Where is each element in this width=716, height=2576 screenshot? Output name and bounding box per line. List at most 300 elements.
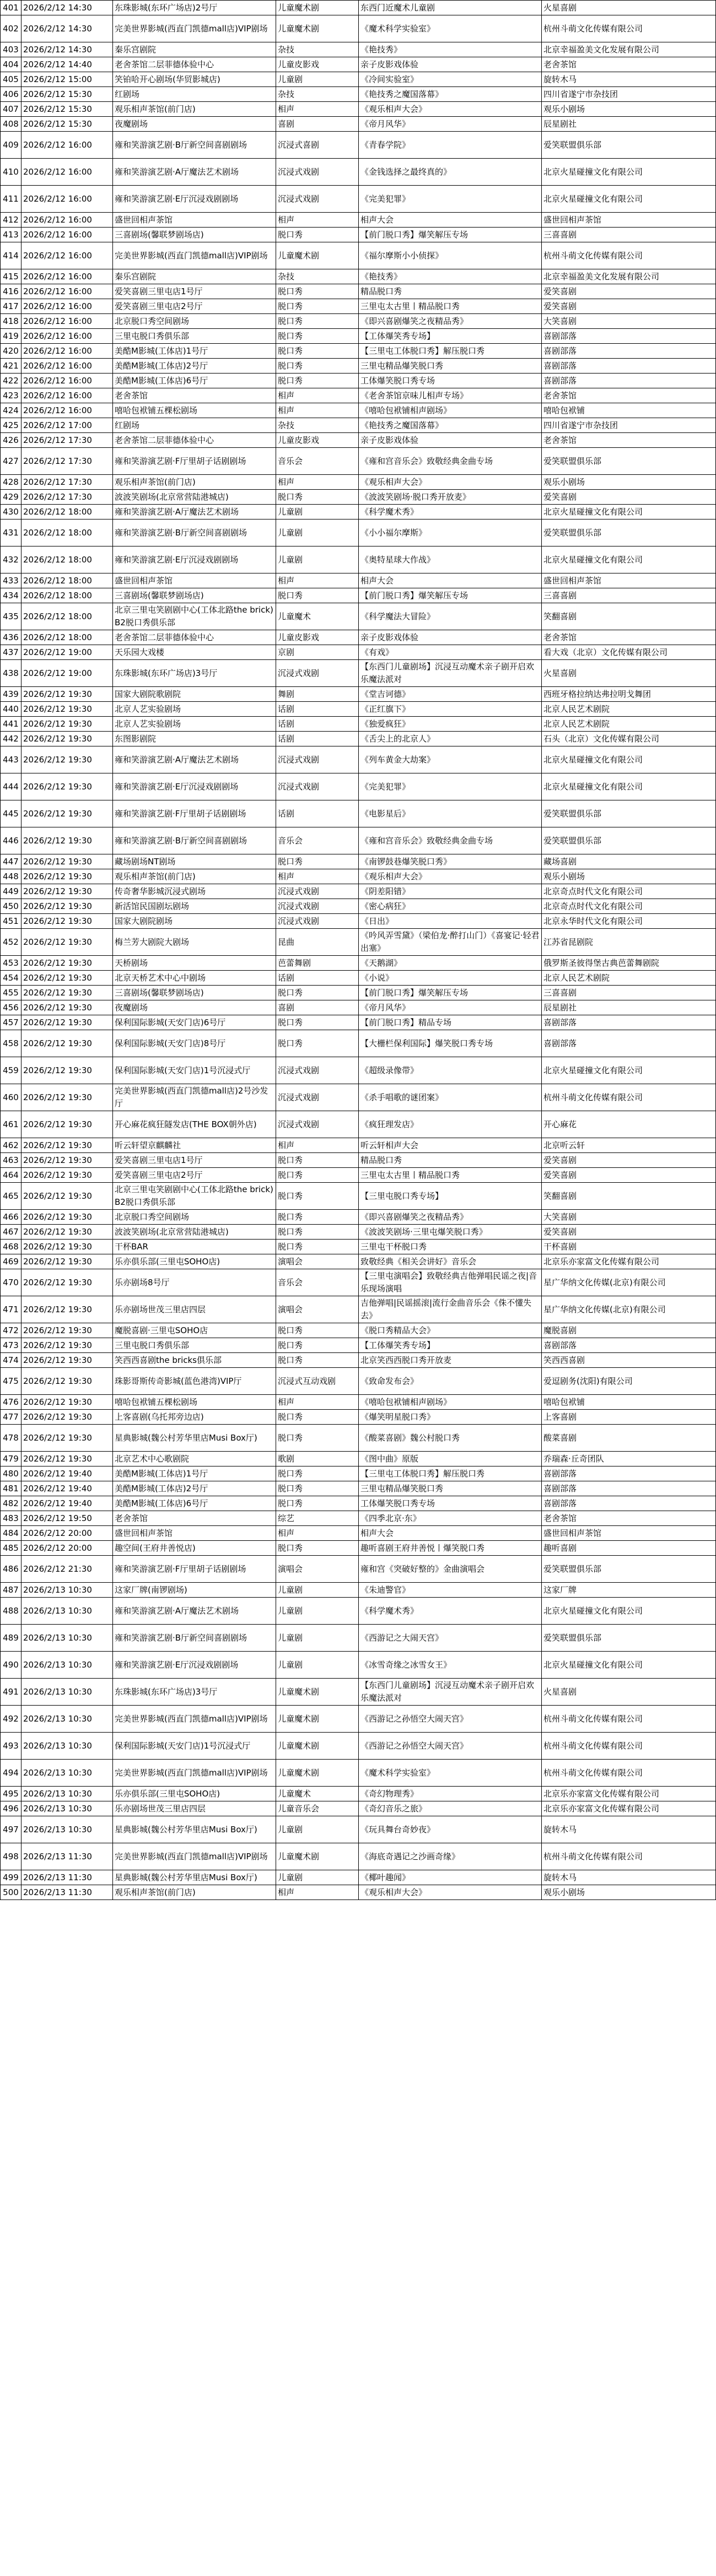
venue-cell: 雍和笑游演艺剧·A厅魔法艺术剧场 [113,1598,276,1625]
row-number-cell: 485 [1,1541,21,1556]
venue-cell: 夜魔剧场 [113,1000,276,1015]
organizer-cell: 爱笑喜剧 [542,299,716,314]
table-row [1,1138,716,1153]
genre-cell: 相声 [276,573,359,588]
show-title-cell: 《吟风弄雪黛》（梁伯龙·醉打山门）《喜宴记·轻君出塞》 [359,929,542,956]
table-row [1,800,716,827]
row-number-cell: 442 [1,732,21,746]
organizer-cell: 北京人民艺术剧院 [542,971,716,986]
venue-cell: 三喜剧场(馨联梦剧场店) [113,588,276,603]
table-row [1,1210,716,1225]
show-title-cell: 《科学魔术秀》 [359,1598,542,1625]
show-title-cell: 《图中曲》原版 [359,1452,542,1466]
show-time-cell: 2026/2/12 19:30 [21,1138,113,1153]
show-time-cell: 2026/2/12 16:00 [21,374,113,388]
show-title-cell: 《致命发布会》 [359,1368,542,1395]
table-row [1,329,716,344]
table-row [1,546,716,573]
organizer-cell: 魔脱喜剧 [542,1323,716,1338]
show-time-cell: 2026/2/12 14:30 [21,1,113,15]
venue-cell: 老舍茶馆二层菲德体验中心 [113,630,276,645]
organizer-cell: 喜剧部落 [542,1466,716,1481]
show-time-cell: 2026/2/13 10:30 [21,1787,113,1801]
venue-cell: 国家大剧院歌剧院 [113,687,276,702]
table-row [1,1000,716,1015]
show-time-cell: 2026/2/13 10:30 [21,1625,113,1652]
show-title-cell: 【东西门儿童剧场】沉浸互动魔术亲子剧开启欢乐魔法派对 [359,660,542,687]
venue-cell: 雍和笑游演艺剧·E厅沉浸戏剧剧场 [113,1652,276,1679]
genre-cell: 相声 [276,403,359,418]
show-title-cell: 《脱口秀精品大会》 [359,1323,542,1338]
genre-cell: 脱口秀 [276,299,359,314]
show-time-cell: 2026/2/12 19:30 [21,869,113,884]
venue-cell: 美酷M影城(工体店)6号厅 [113,374,276,388]
row-number-cell: 495 [1,1787,21,1801]
row-number-cell: 450 [1,899,21,914]
table-row [1,717,716,732]
organizer-cell: 三喜喜剧 [542,228,716,242]
venue-cell: 星典影城(魏公村芳华里店Musi Box厅) [113,1425,276,1452]
organizer-cell: 爱笑联盟俱乐部 [542,1556,716,1583]
show-title-cell: 《爆笑明星脱口秀》 [359,1410,542,1425]
organizer-cell: 爱笑喜剧 [542,1153,716,1168]
show-time-cell: 2026/2/13 10:30 [21,1652,113,1679]
organizer-cell: 干杯喜剧 [542,1240,716,1254]
show-time-cell: 2026/2/12 19:30 [21,899,113,914]
show-title-cell: 《西游记之孙悟空大闹天宫》 [359,1706,542,1733]
show-title-cell: 《奇幻物理秀》 [359,1787,542,1801]
genre-cell: 儿童魔术 [276,1787,359,1801]
organizer-cell: 北京火星碰撞文化有限公司 [542,1598,716,1625]
table-row [1,702,716,717]
genre-cell: 沉浸式互动戏剧 [276,1368,359,1395]
show-title-cell: 《堂吉诃德》 [359,687,542,702]
row-number-cell: 490 [1,1652,21,1679]
genre-cell: 儿童魔术剧 [276,1679,359,1706]
organizer-cell: 北京幸福盈美文化发展有限公司 [542,269,716,284]
venue-cell: 观乐相声茶馆(前门店) [113,475,276,490]
row-number-cell: 468 [1,1240,21,1254]
organizer-cell: 趣听喜剧 [542,1541,716,1556]
organizer-cell: 四川省遂宁市杂技团 [542,87,716,102]
genre-cell: 脱口秀 [276,1466,359,1481]
show-title-cell: 《冰雪奇缘之冰雪女王》 [359,1652,542,1679]
organizer-cell: 嘻哈包袱铺 [542,1395,716,1410]
organizer-cell: 爱笑喜剧 [542,284,716,299]
table-row [1,1556,716,1583]
table-row [1,1057,716,1084]
venue-cell: 雍和笑游演艺剧·E厅沉浸戏剧剧场 [113,186,276,213]
organizer-cell: 笑翻喜剧 [542,1183,716,1210]
table-row [1,213,716,228]
show-time-cell: 2026/2/12 16:00 [21,269,113,284]
show-title-cell: 《嘻哈包袱铺相声剧场》 [359,1395,542,1410]
venue-cell: 乐亦剧场世茂三里店四层 [113,1296,276,1323]
organizer-cell: 盛世回相声茶馆 [542,213,716,228]
venue-cell: 美酷M影城(工体店)2号厅 [113,359,276,374]
show-title-cell: 《超级录像带》 [359,1057,542,1084]
venue-cell: 嘻哈包袱铺五棵松剧场 [113,403,276,418]
venue-cell: 雍和笑游演艺剧·E厅沉浸戏剧剧场 [113,546,276,573]
show-time-cell: 2026/2/13 10:30 [21,1801,113,1816]
venue-cell: 保利国际影城(天安门店)8号厅 [113,1030,276,1057]
genre-cell: 相声 [276,102,359,117]
row-number-cell: 430 [1,505,21,519]
show-time-cell: 2026/2/12 17:30 [21,475,113,490]
show-title-cell: 《奇幻音乐之旅》 [359,1801,542,1816]
organizer-cell: 杭州斗萌文化传媒有限公司 [542,242,716,269]
show-time-cell: 2026/2/13 10:30 [21,1816,113,1843]
genre-cell: 演唱会 [276,1254,359,1269]
show-time-cell: 2026/2/12 20:00 [21,1526,113,1541]
organizer-cell: 笑翻喜剧 [542,603,716,630]
organizer-cell: 开心麻花 [542,1111,716,1138]
show-title-cell: 【前门脱口秀】爆笑解压专场 [359,228,542,242]
table-row [1,854,716,869]
row-number-cell: 410 [1,159,21,186]
show-time-cell: 2026/2/13 10:30 [21,1706,113,1733]
show-title-cell: 趣听喜剧王府井善悦丨爆笑脱口秀 [359,1541,542,1556]
organizer-cell: 北京人民艺术剧院 [542,717,716,732]
organizer-cell: 酸菜喜剧 [542,1425,716,1452]
venue-cell: 盛世回相声茶馆 [113,1526,276,1541]
organizer-cell: 喜剧部落 [542,329,716,344]
show-title-cell: 《魔术科学实验室》 [359,15,542,42]
row-number-cell: 483 [1,1511,21,1526]
table-row [1,1816,716,1843]
table-row [1,1395,716,1410]
row-number-cell: 402 [1,15,21,42]
genre-cell: 脱口秀 [276,1225,359,1240]
genre-cell: 沉浸式戏剧 [276,660,359,687]
show-title-cell: 《冷间实验室》 [359,72,542,87]
row-number-cell: 440 [1,702,21,717]
show-title-cell: 三里屯精品爆笑脱口秀 [359,359,542,374]
show-time-cell: 2026/2/12 14:40 [21,57,113,72]
genre-cell: 儿童魔术剧 [276,1760,359,1787]
organizer-cell: 爱笑联盟俱乐部 [542,519,716,546]
organizer-cell: 北京奇点时代文化有限公司 [542,899,716,914]
organizer-cell: 旋转木马 [542,1816,716,1843]
row-number-cell: 465 [1,1183,21,1210]
genre-cell: 沉浸式戏剧 [276,884,359,899]
row-number-cell: 444 [1,773,21,800]
genre-cell: 脱口秀 [276,1153,359,1168]
table-row [1,374,716,388]
organizer-cell: 观乐小剧场 [542,869,716,884]
organizer-cell: 喜剧部落 [542,359,716,374]
row-number-cell: 406 [1,87,21,102]
genre-cell: 杂技 [276,418,359,433]
genre-cell: 话剧 [276,732,359,746]
venue-cell: 保利国际影城(天安门店)1号沉浸式厅 [113,1733,276,1760]
table-row [1,773,716,800]
table-row [1,1541,716,1556]
organizer-cell: 北京人民艺术剧院 [542,702,716,717]
genre-cell: 儿童剧 [276,1870,359,1885]
genre-cell: 话剧 [276,800,359,827]
genre-cell: 演唱会 [276,1556,359,1583]
table-row [1,1787,716,1801]
organizer-cell: 爱笑联盟俱乐部 [542,827,716,854]
show-title-cell: 《观乐相声大会》 [359,1885,542,1900]
row-number-cell: 463 [1,1153,21,1168]
venue-cell: 观乐相声茶馆(前门店) [113,1885,276,1900]
organizer-cell: 北京乐亦家富文化传媒有限公司 [542,1801,716,1816]
organizer-cell: 北京乐亦家富文化传媒有限公司 [542,1787,716,1801]
organizer-cell: 爱笑联盟俱乐部 [542,1625,716,1652]
table-row [1,1801,716,1816]
row-number-cell: 432 [1,546,21,573]
genre-cell: 儿童剧 [276,546,359,573]
genre-cell: 沉浸式戏剧 [276,186,359,213]
row-number-cell: 466 [1,1210,21,1225]
venue-cell: 乐亦剧场8号厅 [113,1269,276,1296]
organizer-cell: 藏场喜剧 [542,854,716,869]
show-title-cell: 【前门脱口秀】精品专场 [359,1015,542,1030]
venue-cell: 老舍茶馆二层菲德体验中心 [113,57,276,72]
organizer-cell: 杭州斗萌文化传媒有限公司 [542,1843,716,1870]
table-row [1,1679,716,1706]
venue-cell: 雍和笑游演艺剧·B厅新空间喜剧剧场 [113,1625,276,1652]
show-time-cell: 2026/2/12 19:30 [21,1153,113,1168]
show-time-cell: 2026/2/12 19:30 [21,1269,113,1296]
venue-cell: 爱笑喜剧三里屯店2号厅 [113,299,276,314]
genre-cell: 舞剧 [276,687,359,702]
row-number-cell: 479 [1,1452,21,1466]
organizer-cell: 北京火星碰撞文化有限公司 [542,1057,716,1084]
organizer-cell: 西班牙格拉纳达弗拉明戈舞团 [542,687,716,702]
genre-cell: 儿童剧 [276,519,359,546]
table-row [1,956,716,971]
table-row [1,687,716,702]
show-title-cell: 《密心病狂》 [359,899,542,914]
show-title-cell: 相声大会 [359,1526,542,1541]
organizer-cell: 火星喜剧 [542,1679,716,1706]
organizer-cell: 四川省遂宁市杂技团 [542,418,716,433]
genre-cell: 儿童魔术剧 [276,1,359,15]
row-number-cell: 496 [1,1801,21,1816]
organizer-cell: 爱笑喜剧 [542,1225,716,1240]
show-title-cell: 【前门脱口秀】爆笑解压专场 [359,588,542,603]
show-title-cell: 【三里屯工体脱口秀】解压脱口秀 [359,344,542,359]
organizer-cell: 北京火星碰撞文化有限公司 [542,1652,716,1679]
genre-cell: 儿童魔术 [276,603,359,630]
show-time-cell: 2026/2/13 10:30 [21,1733,113,1760]
table-row [1,448,716,475]
show-time-cell: 2026/2/12 19:30 [21,1296,113,1323]
show-title-cell: 亲子皮影戏体验 [359,433,542,448]
show-title-cell: 《小说》 [359,971,542,986]
table-row [1,1652,716,1679]
genre-cell: 综艺 [276,1511,359,1526]
row-number-cell: 482 [1,1496,21,1511]
organizer-cell: 盛世回相声茶馆 [542,573,716,588]
venue-cell: 红剧场 [113,418,276,433]
genre-cell: 沉浸式戏剧 [276,773,359,800]
venue-cell: 保利国际影城(天安门店)1号沉浸式厅 [113,1057,276,1084]
venue-cell: 秦乐宫剧院 [113,42,276,57]
organizer-cell: 北京奇点时代文化有限公司 [542,884,716,899]
table-row [1,519,716,546]
genre-cell: 沉浸式戏剧 [276,1111,359,1138]
venue-cell: 爱笑喜剧三里屯店1号厅 [113,284,276,299]
table-row [1,1733,716,1760]
row-number-cell: 401 [1,1,21,15]
genre-cell: 脱口秀 [276,1183,359,1210]
table-row [1,42,716,57]
show-time-cell: 2026/2/12 19:30 [21,1084,113,1111]
row-number-cell: 467 [1,1225,21,1240]
show-time-cell: 2026/2/12 19:30 [21,1000,113,1015]
table-row [1,87,716,102]
row-number-cell: 428 [1,475,21,490]
venue-cell: 北京人艺实验剧场 [113,717,276,732]
table-row [1,314,716,329]
genre-cell: 脱口秀 [276,1168,359,1183]
genre-cell: 脱口秀 [276,344,359,359]
row-number-cell: 455 [1,986,21,1000]
table-row [1,1526,716,1541]
show-title-cell: 《完美犯罪》 [359,773,542,800]
table-row [1,732,716,746]
venue-cell: 完美世界影城(西直门凯德mall店)VIP剧场 [113,15,276,42]
venue-cell: 波波笑剧场(北京常营陆港城店) [113,490,276,505]
show-time-cell: 2026/2/12 17:30 [21,490,113,505]
organizer-cell: 三喜喜剧 [542,588,716,603]
row-number-cell: 433 [1,573,21,588]
organizer-cell: 北京火星碰撞文化有限公司 [542,773,716,800]
table-row [1,1425,716,1452]
genre-cell: 儿童魔术剧 [276,15,359,42]
genre-cell: 儿童剧 [276,1598,359,1625]
show-time-cell: 2026/2/12 21:30 [21,1556,113,1583]
venue-cell: 秦乐宫剧院 [113,269,276,284]
genre-cell: 喜剧 [276,1000,359,1015]
row-number-cell: 421 [1,359,21,374]
venue-cell: 东珠影城(东环广场店)3号厅 [113,660,276,687]
show-title-cell: 《奥特星球大作战》 [359,546,542,573]
row-number-cell: 464 [1,1168,21,1183]
row-number-cell: 489 [1,1625,21,1652]
show-time-cell: 2026/2/12 19:30 [21,1353,113,1368]
venue-cell: 完美世界影城(西直门凯德mall店)VIP剧场 [113,242,276,269]
venue-cell: 干杯BAR [113,1240,276,1254]
venue-cell: 乐亦俱乐部(三里屯SOHO店) [113,1254,276,1269]
show-title-cell: 《杀手唱歌的谜团案》 [359,1084,542,1111]
row-number-cell: 477 [1,1410,21,1425]
venue-cell: 观乐相声茶馆(前门店) [113,869,276,884]
table-row [1,630,716,645]
organizer-cell: 爱笑喜剧 [542,490,716,505]
genre-cell: 儿童魔术剧 [276,1733,359,1760]
row-number-cell: 418 [1,314,21,329]
show-title-cell: 【东西门儿童剧场】沉浸互动魔术亲子剧开启欢乐魔法派对 [359,1679,542,1706]
table-row [1,914,716,929]
organizer-cell: 星广华纳文化传媒(北京)有限公司 [542,1296,716,1323]
venue-cell: 传奇奢华影城沉浸式剧场 [113,884,276,899]
venue-cell: 星典影城(魏公村芳华里店Musi Box厅) [113,1816,276,1843]
genre-cell: 脱口秀 [276,1496,359,1511]
row-number-cell: 462 [1,1138,21,1153]
row-number-cell: 470 [1,1269,21,1296]
genre-cell: 脱口秀 [276,1481,359,1496]
venue-cell: 开心麻花疯狂隧发店(THE BOX朝外店) [113,1111,276,1138]
venue-cell: 北京三里屯笑剧剧中心(工体北路the brick)B2脱口秀俱乐部 [113,1183,276,1210]
show-title-cell: 《列车黄金大劫案》 [359,746,542,773]
genre-cell: 儿童剧 [276,1816,359,1843]
show-time-cell: 2026/2/12 15:30 [21,87,113,102]
row-number-cell: 452 [1,929,21,956]
table-row [1,299,716,314]
venue-cell: 三喜剧场(馨联梦剧场店) [113,986,276,1000]
venue-cell: 乐亦俱乐部(三里屯SOHO店) [113,1787,276,1801]
organizer-cell: 大笑喜剧 [542,1210,716,1225]
row-number-cell: 417 [1,299,21,314]
show-time-cell: 2026/2/12 19:00 [21,660,113,687]
show-title-cell: 《嘻哈包袱铺相声剧场》 [359,403,542,418]
venue-cell: 听云轩望京麒麟社 [113,1138,276,1153]
venue-cell: 东图影剧院 [113,732,276,746]
show-title-cell: 《艳技秀之魔国落幕》 [359,418,542,433]
organizer-cell: 乔瑞森·丘奇团队 [542,1452,716,1466]
table-row [1,869,716,884]
organizer-cell: 杭州斗萌文化传媒有限公司 [542,15,716,42]
venue-cell: 星典影城(魏公村芳华里店Musi Box厅) [113,1870,276,1885]
venue-cell: 上客喜剧(乌托邦旁边店) [113,1410,276,1425]
show-title-cell: 《科学魔法大冒险》 [359,603,542,630]
row-number-cell: 494 [1,1760,21,1787]
show-title-cell: 《舌尖上的北京人》 [359,732,542,746]
show-time-cell: 2026/2/12 19:30 [21,732,113,746]
genre-cell: 脱口秀 [276,1323,359,1338]
genre-cell: 儿童魔术剧 [276,242,359,269]
organizer-cell: 老舍茶馆 [542,57,716,72]
show-title-cell: 《完美犯罪》 [359,186,542,213]
show-title-cell: 《科学魔术秀》 [359,505,542,519]
row-number-cell: 409 [1,132,21,159]
table-row [1,1885,716,1900]
organizer-cell: 三喜喜剧 [542,986,716,1000]
genre-cell: 儿童剧 [276,1652,359,1679]
show-title-cell: 三里屯精品爆笑脱口秀 [359,1481,542,1496]
organizer-cell: 北京乐亦家富文化传媒有限公司 [542,1254,716,1269]
genre-cell: 京剧 [276,645,359,660]
organizer-cell: 老舍茶馆 [542,433,716,448]
row-number-cell: 481 [1,1481,21,1496]
venue-cell: 北京三里屯笑剧剧中心(工体北路the brick)B2脱口秀俱乐部 [113,603,276,630]
show-time-cell: 2026/2/12 19:30 [21,1254,113,1269]
show-time-cell: 2026/2/12 19:30 [21,687,113,702]
table-row [1,388,716,403]
venue-cell: 天桥剧场 [113,956,276,971]
organizer-cell: 喜剧部落 [542,1030,716,1057]
show-title-cell: 【三里屯演唱会】致敬经典吉他弹唱民谣之夜|音乐现场演唱 [359,1269,542,1296]
show-title-cell: 【工体爆笑秀专场】 [359,329,542,344]
show-time-cell: 2026/2/12 19:30 [21,884,113,899]
genre-cell: 脱口秀 [276,1410,359,1425]
show-time-cell: 2026/2/12 19:30 [21,746,113,773]
table-row [1,359,716,374]
show-time-cell: 2026/2/13 10:30 [21,1679,113,1706]
table-row [1,986,716,1000]
organizer-cell: 北京幸福盈美文化发展有限公司 [542,42,716,57]
show-title-cell: 三里屯太古里丨精品脱口秀 [359,1168,542,1183]
table-row [1,403,716,418]
show-time-cell: 2026/2/12 19:30 [21,1168,113,1183]
row-number-cell: 472 [1,1323,21,1338]
show-time-cell: 2026/2/12 19:50 [21,1511,113,1526]
